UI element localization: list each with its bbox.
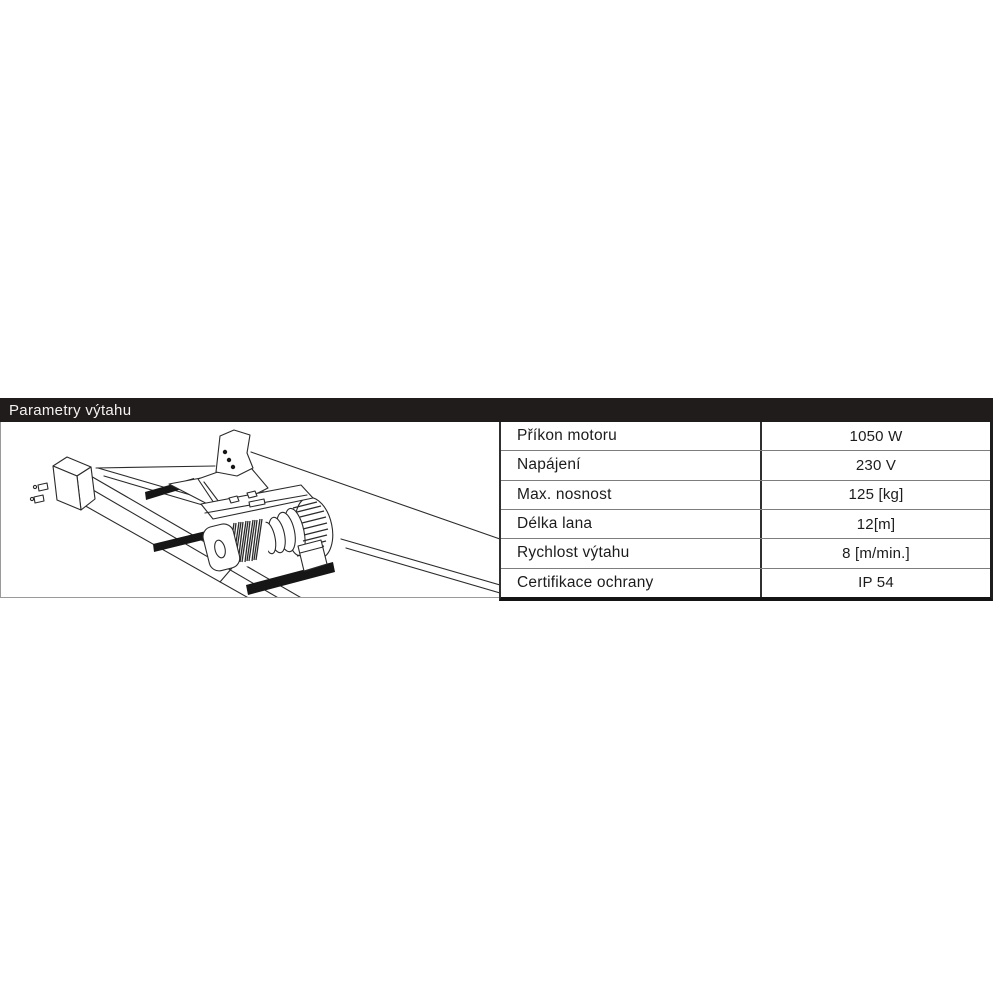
row-label: Rychlost výtahu bbox=[501, 539, 762, 567]
page-title: Parametry výtahu bbox=[9, 401, 132, 419]
panel-header bbox=[0, 398, 993, 422]
row-label: Max. nosnost bbox=[501, 481, 762, 509]
row-value: 230 V bbox=[855, 456, 897, 474]
row-label: Napájení bbox=[501, 451, 762, 479]
table-row bbox=[501, 538, 990, 567]
table-row bbox=[501, 450, 990, 479]
mounting-plate bbox=[216, 430, 253, 476]
hoist-illustration-box bbox=[0, 422, 499, 598]
table-row bbox=[501, 422, 990, 450]
table-row bbox=[501, 509, 990, 538]
table-row bbox=[501, 480, 990, 509]
row-value: IP 54 bbox=[858, 574, 894, 592]
ladder-end-cap bbox=[30, 457, 95, 510]
row-label: Certifikace ochrany bbox=[501, 569, 762, 597]
row-value: 12[m] bbox=[856, 515, 896, 533]
table-row bbox=[501, 568, 990, 597]
row-value: 125 [kg] bbox=[848, 486, 904, 504]
row-label: Délka lana bbox=[501, 510, 762, 538]
spec-table bbox=[499, 422, 993, 601]
panel-body bbox=[0, 422, 993, 601]
parameters-panel bbox=[0, 398, 993, 601]
row-label: Příkon motoru bbox=[501, 422, 762, 450]
row-value: 1050 W bbox=[849, 427, 903, 445]
ladder-hoist-illustration bbox=[1, 422, 499, 598]
row-value: 8 [m/min.] bbox=[842, 544, 910, 562]
